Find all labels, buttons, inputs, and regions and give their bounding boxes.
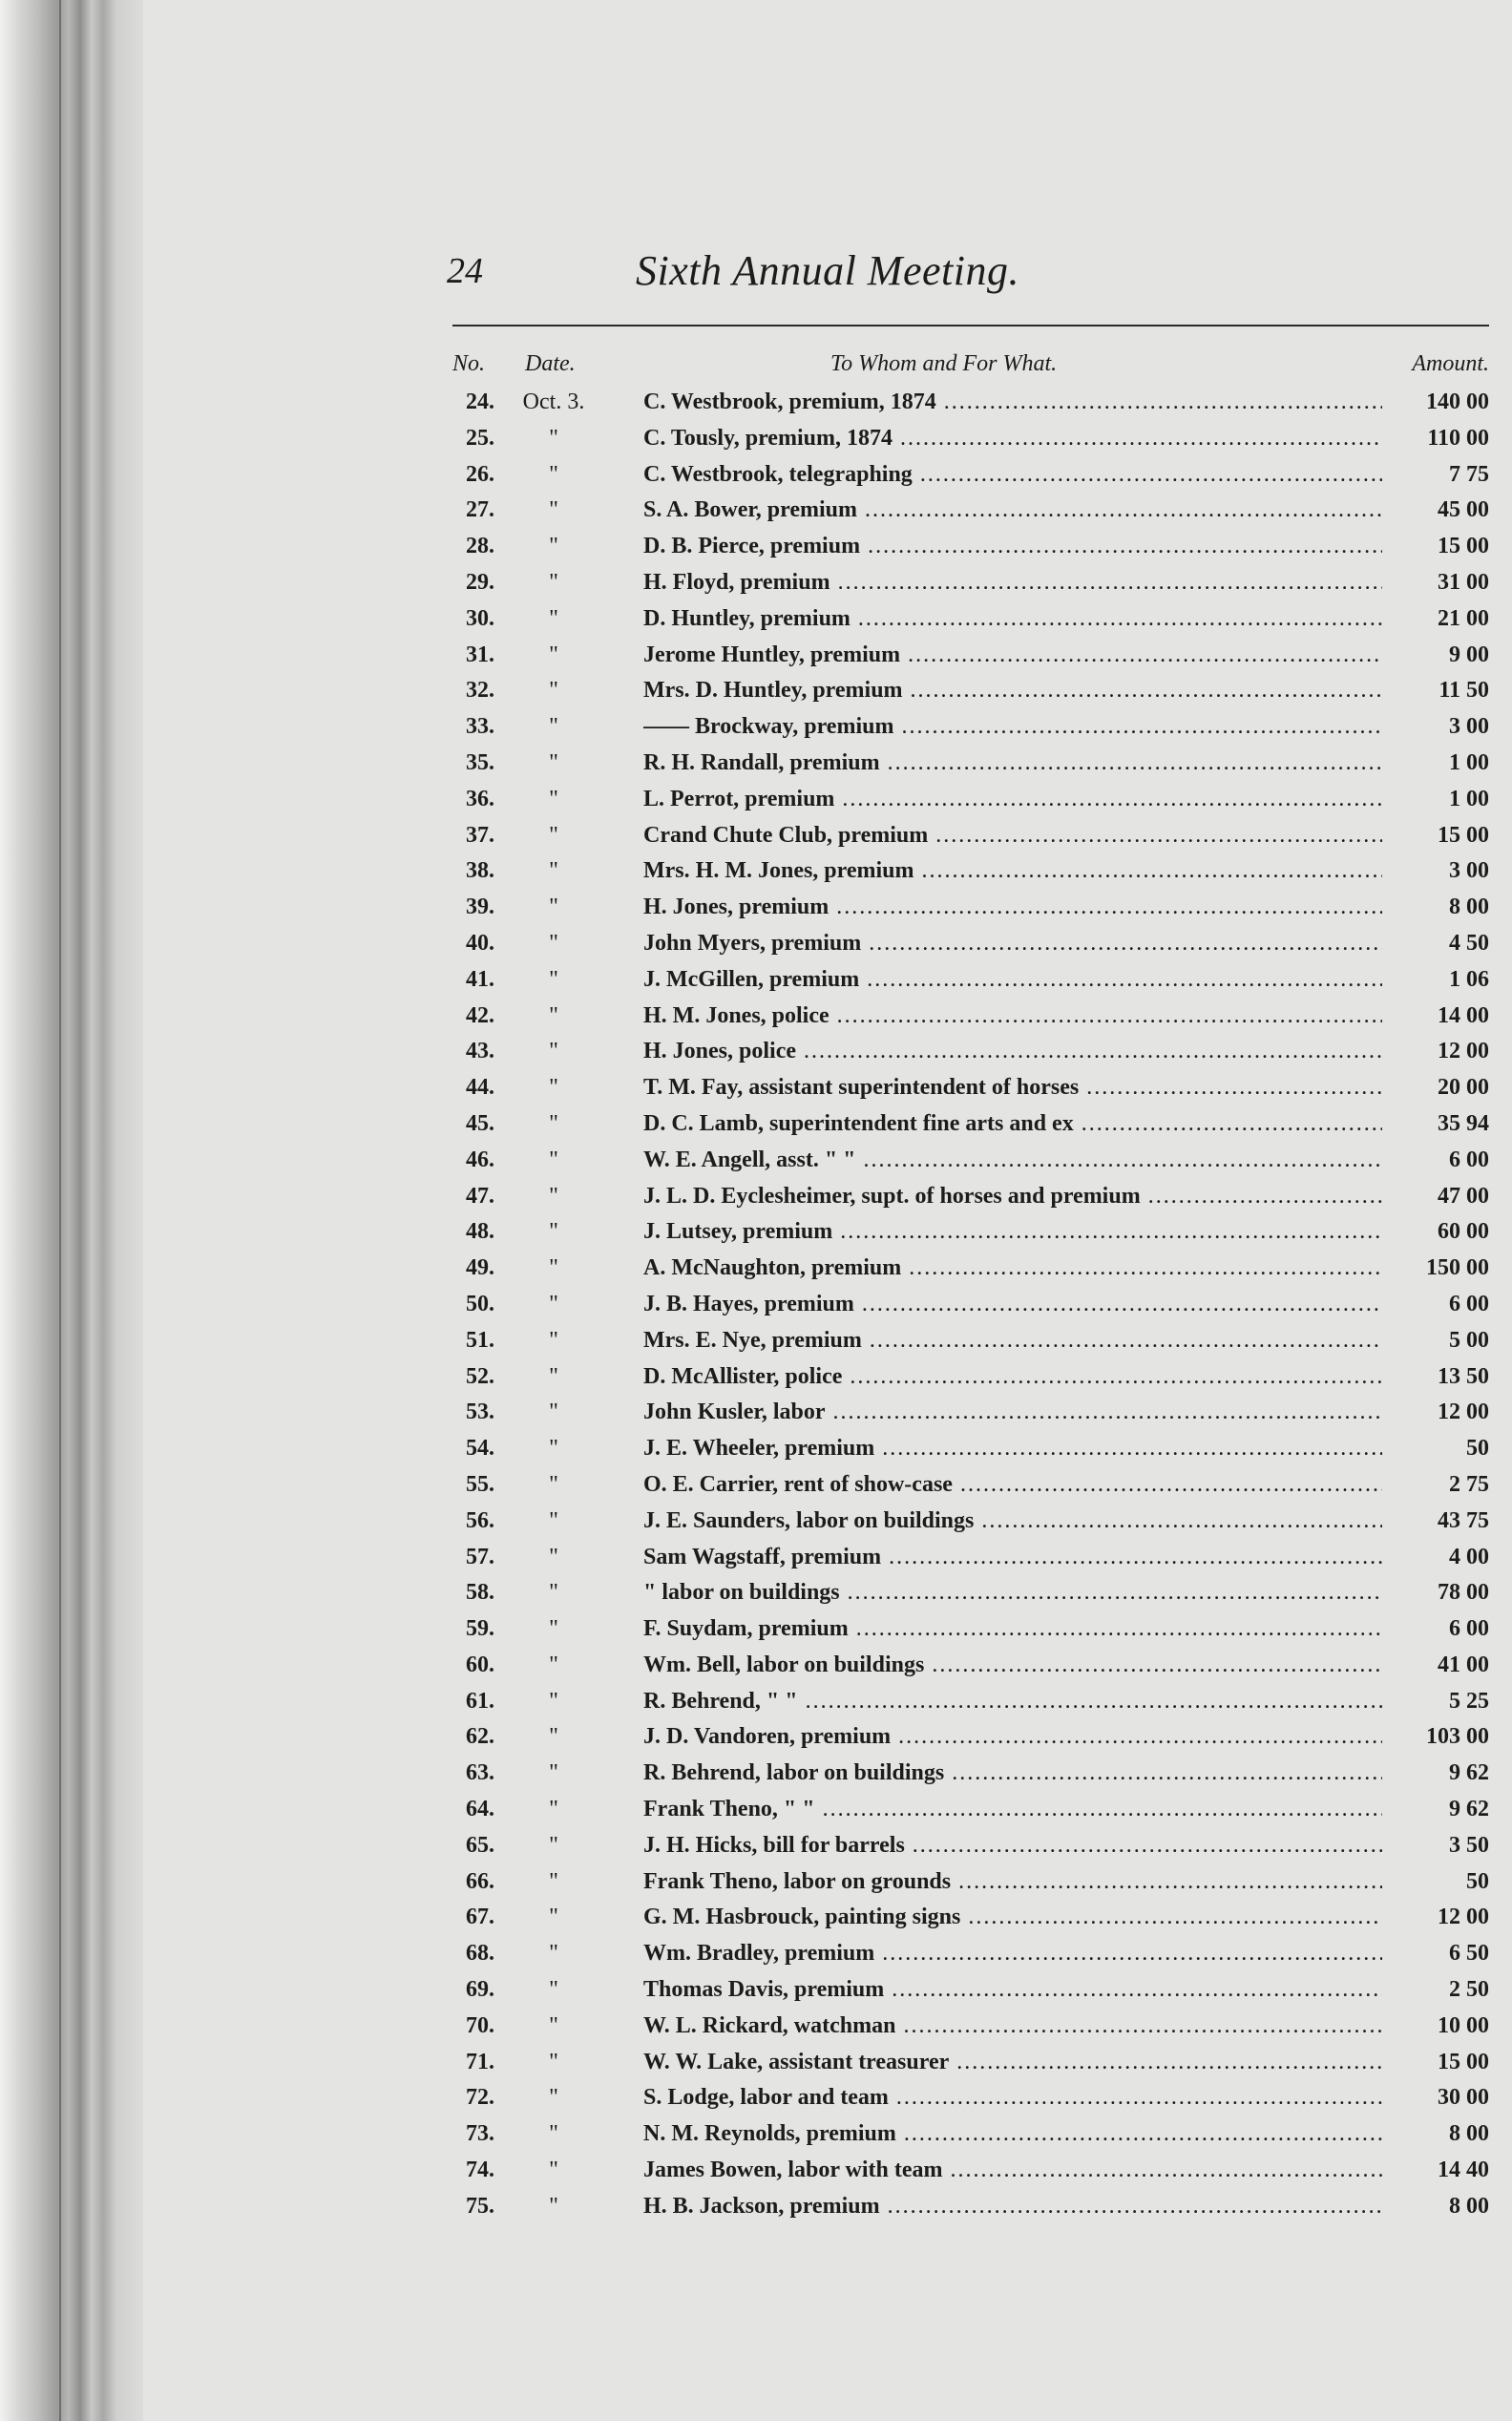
table-row	[0, 1541, 1512, 1577]
table-row	[0, 1288, 1512, 1324]
row-description: S. Lodge, labor and team .....	[643, 2085, 1382, 2111]
row-description: —— Brockway, premium .....	[643, 714, 1382, 740]
row-amount: 15 00	[1438, 534, 1489, 559]
row-number: 52.	[466, 1363, 494, 1389]
row-amount: 6 00	[1449, 1147, 1489, 1172]
row-number: 72.	[466, 2085, 494, 2111]
row-amount: 50	[1466, 1436, 1489, 1462]
row-number: 29.	[466, 569, 494, 595]
row-date: "	[549, 1110, 558, 1136]
row-date: "	[549, 1580, 558, 1606]
table-row	[0, 747, 1512, 783]
table-row	[0, 602, 1512, 639]
row-number: 62.	[466, 1724, 494, 1750]
row-amount: 4 50	[1449, 930, 1489, 956]
row-amount: 2 50	[1449, 1977, 1489, 2003]
row-number: 46.	[466, 1147, 494, 1172]
row-description: Thomas Davis, premium .....	[643, 1977, 1382, 2003]
row-amount: 12 00	[1438, 1039, 1489, 1064]
row-amount: 11 50	[1438, 678, 1489, 704]
row-amount: 21 00	[1438, 605, 1489, 631]
row-description: Wm. Bell, labor on buildings .....	[643, 1653, 1382, 1678]
row-date: "	[549, 749, 558, 775]
row-number: 53.	[466, 1400, 494, 1425]
row-amount: 78 00	[1438, 1580, 1489, 1606]
row-date: "	[549, 1183, 558, 1209]
row-description: " labor on buildings .....	[643, 1580, 1382, 1606]
row-description: D. McAllister, police .....	[643, 1364, 1382, 1390]
row-description: O. E. Carrier, rent of show-case .....	[643, 1472, 1382, 1498]
table-row	[0, 1396, 1512, 1432]
row-description: R. Behrend, labor on buildings .....	[643, 1760, 1382, 1786]
row-date: "	[549, 1977, 558, 2003]
row-date: "	[549, 2085, 558, 2111]
row-number: 71.	[466, 2049, 494, 2074]
row-amount: 14 40	[1438, 2158, 1489, 2183]
header-rule	[452, 325, 1489, 326]
row-amount: 3 00	[1449, 714, 1489, 740]
row-date: "	[549, 1400, 558, 1425]
row-number: 50.	[466, 1291, 494, 1316]
row-number: 36.	[466, 786, 494, 811]
row-date: "	[549, 1002, 558, 1028]
table-row	[0, 2190, 1512, 2226]
row-number: 30.	[466, 605, 494, 631]
row-amount: 5 00	[1449, 1327, 1489, 1353]
row-amount: 150 00	[1426, 1255, 1489, 1281]
row-amount: 7 75	[1449, 461, 1489, 487]
row-number: 40.	[466, 930, 494, 956]
row-amount: 45 00	[1438, 497, 1489, 523]
table-row	[0, 422, 1512, 458]
column-header-date: Date.	[525, 351, 576, 376]
row-amount: 3 00	[1449, 858, 1489, 884]
table-row	[0, 1252, 1512, 1288]
table-row	[0, 2154, 1512, 2190]
row-number: 61.	[466, 1688, 494, 1714]
table-row	[0, 891, 1512, 927]
row-description: H. B. Jackson, premium .....	[643, 2194, 1382, 2220]
row-number: 69.	[466, 1977, 494, 2003]
row-number: 43.	[466, 1039, 494, 1064]
row-date: "	[549, 1255, 558, 1281]
table-row	[0, 1107, 1512, 1144]
row-amount: 8 00	[1449, 2121, 1489, 2147]
row-amount: 1 00	[1449, 749, 1489, 775]
table-row	[0, 710, 1512, 747]
row-date: "	[549, 2121, 558, 2147]
table-row	[0, 1720, 1512, 1757]
row-date: "	[549, 425, 558, 451]
row-date: "	[549, 1832, 558, 1858]
row-description: J. H. Hicks, bill for barrels .....	[643, 1833, 1382, 1859]
column-headers	[0, 351, 1512, 380]
table-row	[0, 2010, 1512, 2046]
table-row	[0, 1360, 1512, 1397]
row-number: 64.	[466, 1797, 494, 1822]
row-description: F. Suydam, premium .....	[643, 1616, 1382, 1642]
row-number: 49.	[466, 1255, 494, 1281]
row-number: 35.	[466, 749, 494, 775]
row-date: "	[549, 966, 558, 992]
page-number: 24	[447, 251, 483, 291]
row-description: C. Tously, premium, 1874 .....	[643, 426, 1382, 452]
row-amount: 13 50	[1438, 1363, 1489, 1389]
row-date: "	[549, 1436, 558, 1462]
row-date: "	[549, 1905, 558, 1930]
row-amount: 30 00	[1438, 2085, 1489, 2111]
table-row	[0, 1215, 1512, 1252]
row-description: Wm. Bradley, premium .....	[643, 1941, 1382, 1967]
row-description: T. M. Fay, assistant superintendent of horses .....	[643, 1075, 1382, 1101]
table-row	[0, 530, 1512, 566]
row-date: "	[549, 1688, 558, 1714]
row-description: D. Huntley, premium .....	[643, 606, 1382, 632]
row-description: Mrs. H. M. Jones, premium .....	[643, 858, 1382, 884]
row-number: 25.	[466, 425, 494, 451]
row-amount: 60 00	[1438, 1219, 1489, 1245]
row-amount: 47 00	[1438, 1183, 1489, 1209]
column-header-whom: To Whom and For What.	[830, 351, 1058, 376]
row-amount: 140 00	[1426, 389, 1489, 414]
row-amount: 4 00	[1449, 1544, 1489, 1569]
table-row	[0, 458, 1512, 495]
row-number: 73.	[466, 2121, 494, 2147]
table-row	[0, 1324, 1512, 1360]
row-description: Frank Theno, " " .....	[643, 1797, 1382, 1822]
row-description: Frank Theno, labor on grounds .....	[643, 1869, 1382, 1895]
row-number: 41.	[466, 966, 494, 992]
row-amount: 35 94	[1438, 1110, 1489, 1136]
row-number: 60.	[466, 1652, 494, 1677]
row-description: A. McNaughton, premium .....	[643, 1255, 1382, 1281]
row-number: 68.	[466, 1941, 494, 1967]
row-date: "	[549, 858, 558, 884]
table-row	[0, 1000, 1512, 1036]
table-row	[0, 1432, 1512, 1468]
row-number: 63.	[466, 1760, 494, 1786]
row-amount: 12 00	[1438, 1400, 1489, 1425]
table-row	[0, 386, 1512, 422]
row-description: C. Westbrook, telegraphing .....	[643, 462, 1382, 488]
row-description: Mrs. D. Huntley, premium .....	[643, 678, 1382, 704]
row-description: R. H. Randall, premium .....	[643, 750, 1382, 776]
row-number: 74.	[466, 2158, 494, 2183]
table-row	[0, 1576, 1512, 1612]
row-description: W. W. Lake, assistant treasurer .....	[643, 2050, 1382, 2075]
row-number: 65.	[466, 1832, 494, 1858]
row-description: W. E. Angell, asst. " " .....	[643, 1147, 1382, 1173]
row-description: H. Jones, police .....	[643, 1039, 1382, 1064]
row-number: 57.	[466, 1544, 494, 1569]
table-row	[0, 1071, 1512, 1107]
row-date: "	[549, 1327, 558, 1353]
table-row	[0, 1685, 1512, 1721]
row-amount: 6 00	[1449, 1291, 1489, 1316]
row-date: "	[549, 1941, 558, 1967]
row-description: D. C. Lamb, superintendent fine arts and ex .....	[643, 1111, 1382, 1137]
row-date: "	[549, 1075, 558, 1101]
row-date: "	[549, 930, 558, 956]
row-date: "	[549, 534, 558, 559]
row-description: John Myers, premium .....	[643, 931, 1382, 957]
row-description: James Bowen, labor with team .....	[643, 2158, 1382, 2183]
row-description: J. E. Wheeler, premium .....	[643, 1436, 1382, 1462]
table-row	[0, 927, 1512, 963]
row-amount: 9 62	[1449, 1760, 1489, 1786]
row-number: 31.	[466, 642, 494, 667]
column-header-amount: Amount.	[1412, 351, 1489, 376]
row-number: 56.	[466, 1507, 494, 1533]
table-row	[0, 1144, 1512, 1180]
row-date: "	[549, 461, 558, 487]
row-date: "	[549, 1616, 558, 1642]
row-date: "	[549, 1724, 558, 1750]
row-number: 58.	[466, 1580, 494, 1606]
row-number: 33.	[466, 714, 494, 740]
row-amount: 15 00	[1438, 2049, 1489, 2074]
row-number: 70.	[466, 2012, 494, 2038]
table-row	[0, 1937, 1512, 1973]
ledger-table	[0, 386, 1512, 2226]
row-number: 66.	[466, 1868, 494, 1894]
page-title: Sixth Annual Meeting.	[636, 247, 1019, 294]
table-row	[0, 1468, 1512, 1505]
table-row	[0, 783, 1512, 819]
table-row	[0, 1035, 1512, 1071]
row-description: G. M. Hasbrouck, painting signs .....	[643, 1905, 1382, 1930]
row-amount: 2 75	[1449, 1471, 1489, 1497]
row-amount: 20 00	[1438, 1075, 1489, 1101]
row-number: 24.	[466, 389, 494, 414]
row-number: 51.	[466, 1327, 494, 1353]
row-date: "	[549, 2193, 558, 2219]
row-amount: 6 50	[1449, 1941, 1489, 1967]
column-header-no: No.	[452, 351, 486, 376]
row-amount: 8 00	[1449, 2193, 1489, 2219]
row-date: "	[549, 1652, 558, 1677]
row-amount: 31 00	[1438, 569, 1489, 595]
row-number: 75.	[466, 2193, 494, 2219]
row-date: "	[549, 1868, 558, 1894]
table-row	[0, 2117, 1512, 2154]
table-row	[0, 2046, 1512, 2082]
row-description: H. Floyd, premium .....	[643, 570, 1382, 596]
row-amount: 15 00	[1438, 822, 1489, 848]
row-date: "	[549, 822, 558, 848]
row-number: 28.	[466, 534, 494, 559]
row-amount: 41 00	[1438, 1652, 1489, 1677]
row-number: 27.	[466, 497, 494, 523]
row-date: "	[549, 1039, 558, 1064]
table-row	[0, 854, 1512, 891]
table-row	[0, 1865, 1512, 1902]
row-description: L. Perrot, premium .....	[643, 787, 1382, 812]
row-description: John Kusler, labor .....	[643, 1400, 1382, 1425]
row-date: "	[549, 895, 558, 920]
row-number: 26.	[466, 461, 494, 487]
row-date: "	[549, 2049, 558, 2074]
table-row	[0, 1793, 1512, 1829]
table-row	[0, 819, 1512, 855]
row-amount: 12 00	[1438, 1905, 1489, 1930]
table-row	[0, 1829, 1512, 1865]
table-row	[0, 1973, 1512, 2010]
table-row	[0, 639, 1512, 675]
table-row	[0, 566, 1512, 602]
row-description: J. B. Hayes, premium .....	[643, 1292, 1382, 1317]
table-row	[0, 1505, 1512, 1541]
row-date: "	[549, 1797, 558, 1822]
row-description: J. D. Vandoren, premium .....	[643, 1724, 1382, 1750]
row-amount: 14 00	[1438, 1002, 1489, 1028]
row-date: "	[549, 1291, 558, 1316]
row-description: Crand Chute Club, premium .....	[643, 823, 1382, 849]
row-amount: 10 00	[1438, 2012, 1489, 2038]
row-amount: 1 06	[1449, 966, 1489, 992]
row-number: 38.	[466, 858, 494, 884]
row-description: R. Behrend, " " .....	[643, 1689, 1382, 1715]
row-date: "	[549, 1147, 558, 1172]
row-date: "	[549, 678, 558, 704]
row-date: "	[549, 605, 558, 631]
row-description: J. E. Saunders, labor on buildings .....	[643, 1508, 1382, 1534]
row-number: 39.	[466, 895, 494, 920]
row-number: 55.	[466, 1471, 494, 1497]
row-amount: 8 00	[1449, 895, 1489, 920]
row-number: 32.	[466, 678, 494, 704]
row-amount: 103 00	[1426, 1724, 1489, 1750]
row-description: J. Lutsey, premium .....	[643, 1219, 1382, 1245]
table-row	[0, 1757, 1512, 1793]
table-row	[0, 2081, 1512, 2117]
row-number: 59.	[466, 1616, 494, 1642]
row-date: "	[549, 497, 558, 523]
row-date: "	[549, 1363, 558, 1389]
row-description: C. Westbrook, premium, 1874 .....	[643, 389, 1382, 415]
table-row	[0, 1649, 1512, 1685]
row-number: 37.	[466, 822, 494, 848]
table-row	[0, 1180, 1512, 1216]
row-description: S. A. Bower, premium .....	[643, 497, 1382, 523]
row-date: "	[549, 714, 558, 740]
row-number: 42.	[466, 1002, 494, 1028]
row-amount: 6 00	[1449, 1616, 1489, 1642]
row-amount: 5 25	[1449, 1688, 1489, 1714]
row-amount: 3 50	[1449, 1832, 1489, 1858]
row-date: "	[549, 2158, 558, 2183]
table-row	[0, 494, 1512, 530]
table-row	[0, 1612, 1512, 1649]
row-date: "	[549, 569, 558, 595]
row-date: "	[549, 1760, 558, 1786]
row-date: "	[549, 642, 558, 667]
row-amount: 110 00	[1427, 425, 1489, 451]
table-row	[0, 674, 1512, 710]
row-description: W. L. Rickard, watchman .....	[643, 2013, 1382, 2039]
row-description: H. M. Jones, police .....	[643, 1003, 1382, 1029]
row-description: D. B. Pierce, premium .....	[643, 534, 1382, 559]
row-date: "	[549, 1219, 558, 1245]
row-number: 44.	[466, 1075, 494, 1101]
row-date: "	[549, 1507, 558, 1533]
row-amount: 9 00	[1449, 642, 1489, 667]
row-date: Oct. 3.	[522, 389, 585, 414]
row-number: 48.	[466, 1219, 494, 1245]
row-description: N. M. Reynolds, premium .....	[643, 2121, 1382, 2147]
row-amount: 50	[1466, 1868, 1489, 1894]
row-date: "	[549, 1471, 558, 1497]
row-number: 47.	[466, 1183, 494, 1209]
row-description: Mrs. E. Nye, premium .....	[643, 1328, 1382, 1354]
row-number: 67.	[466, 1905, 494, 1930]
row-amount: 43 75	[1438, 1507, 1489, 1533]
row-date: "	[549, 786, 558, 811]
row-number: 54.	[466, 1436, 494, 1462]
table-row	[0, 1901, 1512, 1937]
row-description: J. McGillen, premium .....	[643, 967, 1382, 993]
row-date: "	[549, 2012, 558, 2038]
row-description: J. L. D. Eyclesheimer, supt. of horses and premium .....	[643, 1184, 1382, 1210]
table-row	[0, 963, 1512, 1000]
row-number: 45.	[466, 1110, 494, 1136]
row-amount: 9 62	[1449, 1797, 1489, 1822]
row-date: "	[549, 1544, 558, 1569]
row-description: H. Jones, premium .....	[643, 895, 1382, 920]
row-description: Sam Wagstaff, premium .....	[643, 1545, 1382, 1570]
row-amount: 1 00	[1449, 786, 1489, 811]
row-description: Jerome Huntley, premium .....	[643, 642, 1382, 668]
